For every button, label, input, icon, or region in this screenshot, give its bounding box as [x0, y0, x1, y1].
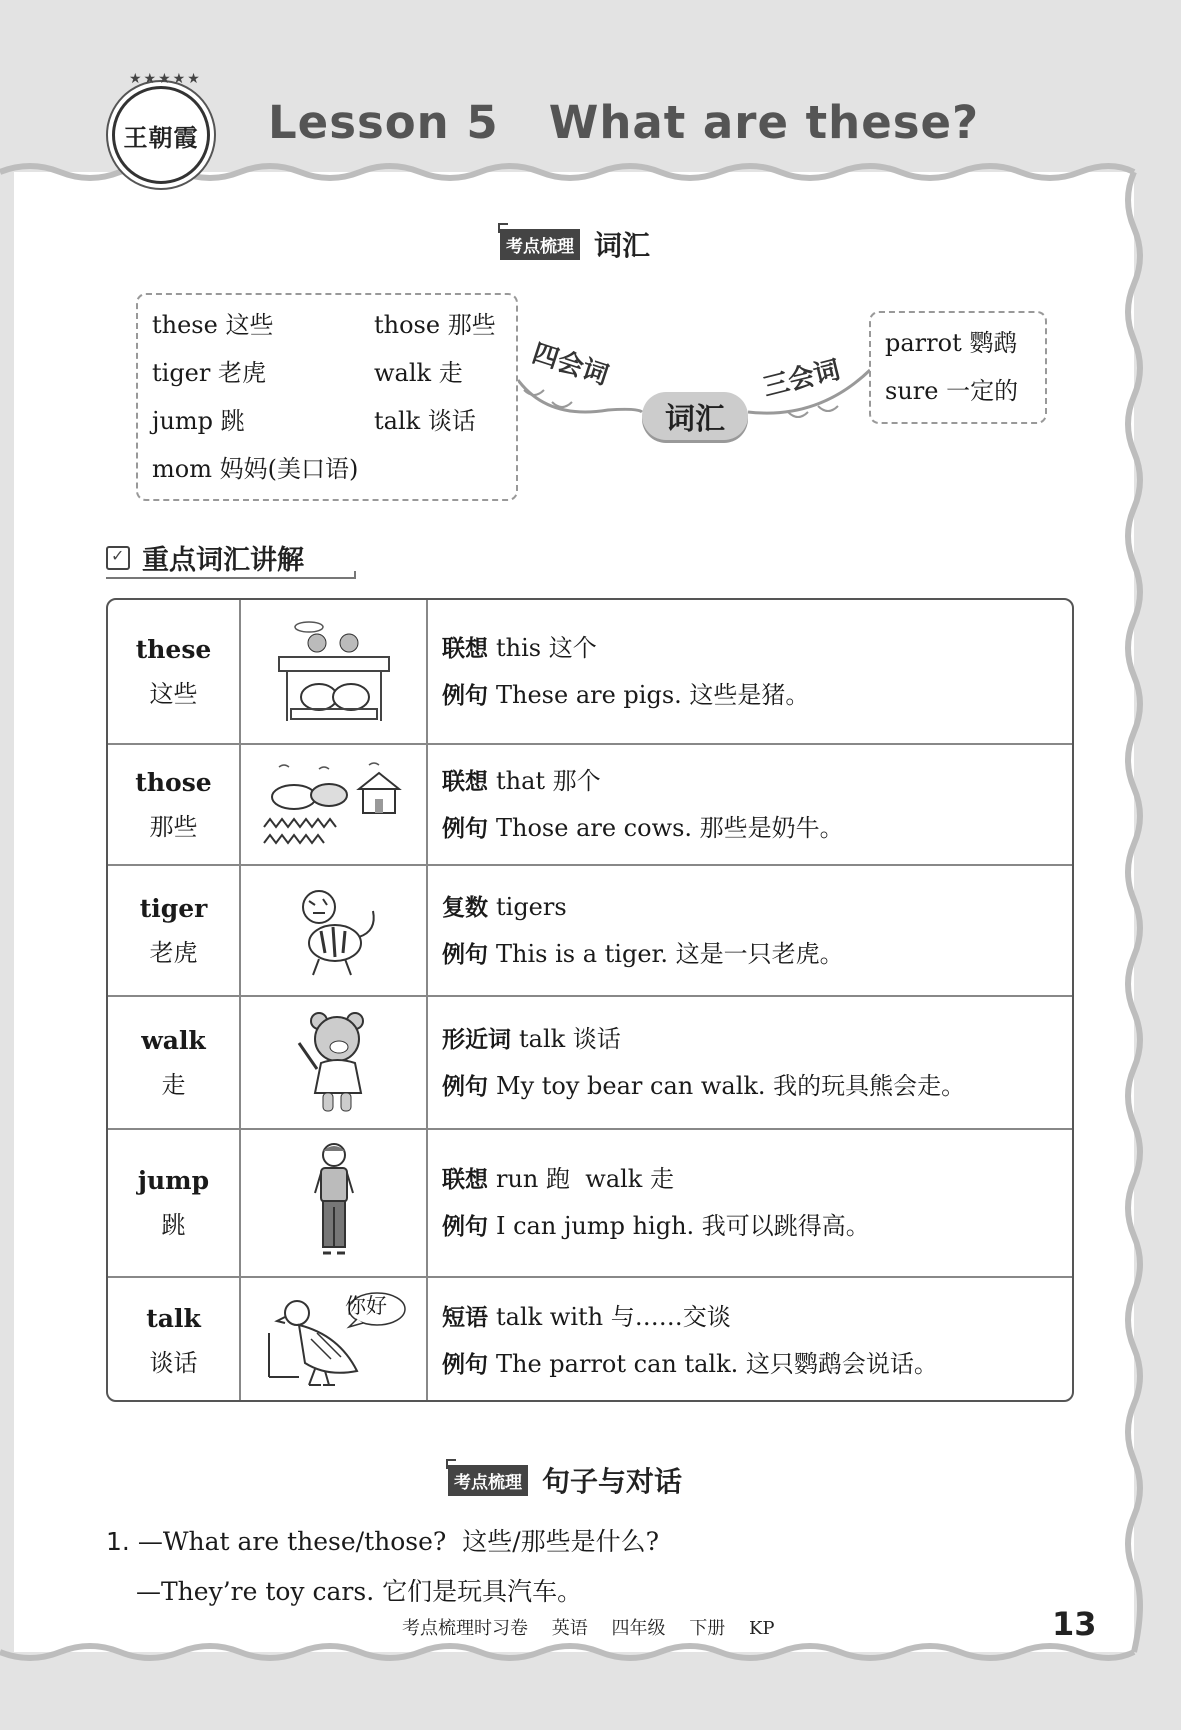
word-cell: [108, 866, 241, 995]
three-skill-word-box: [869, 311, 1047, 424]
boy-standing-illustration: [241, 1130, 428, 1276]
page-number: 13: [1052, 1605, 1097, 1643]
section-header-vocab: [500, 224, 650, 264]
children-and-pigs-illustration: [241, 600, 428, 743]
section-title: 句子与对话: [542, 1465, 683, 1498]
sentence-question: [106, 1522, 659, 1558]
word-sure: sure 一定的: [885, 377, 1019, 405]
section-header-sentences: [448, 1460, 682, 1500]
note-label: 短语: [442, 1305, 488, 1331]
example-label: 例句: [442, 941, 488, 968]
key-vocab-heading-text: 重点词汇讲解: [142, 545, 304, 576]
brand-logo: [112, 71, 210, 184]
word-zh: 走: [161, 1070, 186, 1099]
footer-volume: 下册: [689, 1618, 726, 1639]
tiger-illustration: [241, 866, 428, 995]
note-cell: [442, 1278, 1072, 1402]
heading-underline: [106, 571, 356, 579]
table-row: [108, 995, 1072, 1128]
table-row: [108, 864, 1072, 995]
example-label: 例句: [442, 1073, 488, 1100]
sentence-answer: —They’re toy cars. 它们是玩具汽车。: [136, 1577, 583, 1606]
example-label: 例句: [442, 1352, 488, 1378]
word-zh: 谈话: [149, 1349, 198, 1377]
example-label: 例句: [442, 815, 488, 842]
note-label: 复数: [442, 894, 488, 921]
note-text: tigers: [496, 892, 567, 921]
calendar-check-icon: [106, 546, 130, 570]
word-tiger: tiger 老虎: [152, 359, 266, 387]
example-label: 例句: [442, 682, 488, 709]
note-cell: [442, 1130, 1072, 1276]
word-en: those: [135, 767, 212, 797]
note-text: run 跑 walk 走: [496, 1165, 674, 1193]
word-talk: talk 谈话: [374, 407, 476, 435]
word-zh: 那些: [149, 812, 198, 841]
section-tag: 考点梳理: [448, 1465, 528, 1496]
example-label: 例句: [442, 1214, 488, 1240]
question-text: —What are these/those? 这些/那些是什么?: [137, 1527, 660, 1556]
example-text: This is a tiger. 这是一只老虎。: [496, 939, 844, 968]
note-cell: [442, 600, 1072, 743]
vocab-table: [106, 598, 1074, 1402]
note-label: 联想: [442, 635, 488, 662]
word-cell: [108, 600, 241, 743]
word-those: those 那些: [374, 311, 496, 339]
word-zh: 这些: [149, 679, 198, 708]
word-zh: 老虎: [149, 938, 198, 967]
section-title: 词汇: [594, 229, 651, 262]
toy-bear-illustration: [241, 997, 428, 1128]
word-cell: [108, 745, 241, 864]
page-footer: [402, 1614, 793, 1640]
note-label: 联想: [442, 768, 488, 795]
example-text: These are pigs. 这些是猪。: [496, 680, 810, 709]
note-cell: [442, 745, 1072, 864]
word-cell: [108, 1278, 241, 1402]
note-text: this 这个: [496, 633, 597, 662]
talking-parrot-illustration: [241, 1278, 428, 1402]
example-text: I can jump high. 我可以跳得高。: [496, 1212, 870, 1240]
word-parrot: parrot 鹦鹉: [885, 329, 1018, 357]
note-cell: [442, 866, 1072, 995]
example-text: My toy bear can walk. 我的玩具熊会走。: [496, 1071, 966, 1100]
word-cell: [108, 997, 241, 1128]
logo-text: 王朝霞: [123, 122, 199, 152]
word-these: these 这些: [152, 311, 274, 339]
speech-bubble-text: 你好: [345, 1294, 387, 1318]
word-en: these: [135, 634, 212, 664]
word-jump: jump 跳: [152, 407, 245, 435]
note-text: talk 谈话: [519, 1024, 621, 1053]
four-skill-word-box: [136, 293, 518, 501]
mindmap-center: 词汇: [642, 392, 748, 440]
table-row: [108, 1128, 1072, 1276]
cows-and-farmhouse-illustration: [241, 745, 428, 864]
example-text: Those are cows. 那些是奶牛。: [496, 813, 844, 842]
note-text: talk with 与……交谈: [496, 1303, 731, 1331]
footer-grade: 四年级: [611, 1618, 666, 1639]
footer-series: 考点梳理时习卷: [402, 1618, 528, 1639]
lesson-title: Lesson 5 What are these?: [268, 96, 980, 149]
word-en: talk: [146, 1304, 201, 1333]
word-zh: 跳: [161, 1211, 186, 1239]
word-en: tiger: [139, 893, 208, 923]
four-skill-label: 四会词: [528, 338, 612, 392]
example-text: The parrot can talk. 这只鹦鹉会说话。: [496, 1350, 938, 1378]
footer-subject: 英语: [551, 1618, 588, 1639]
word-en: jump: [137, 1166, 210, 1195]
word-walk: walk 走: [374, 359, 463, 387]
note-label: 联想: [442, 1167, 488, 1193]
footer-edition: KP: [748, 1618, 775, 1639]
table-row: [108, 1276, 1072, 1402]
note-text: that 那个: [496, 766, 601, 795]
sentence-number: 1.: [106, 1527, 130, 1556]
note-label: 形近词: [442, 1026, 511, 1053]
stars-icon: ★★★★★: [129, 71, 202, 87]
table-row: [108, 743, 1072, 864]
section-tag: 考点梳理: [500, 229, 580, 260]
three-skill-label: 三会词: [760, 354, 844, 403]
word-mom: mom 妈妈(美口语): [152, 455, 359, 483]
word-en: walk: [141, 1025, 206, 1055]
note-cell: [442, 997, 1072, 1128]
word-cell: [108, 1130, 241, 1276]
table-row: [108, 600, 1072, 743]
